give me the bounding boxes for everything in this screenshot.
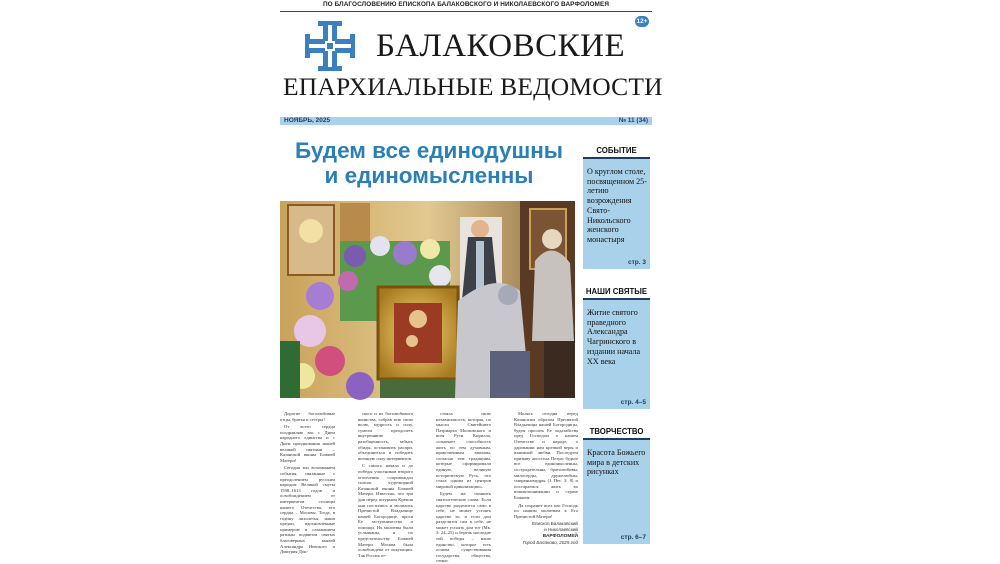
article-column-4 <box>514 411 578 544</box>
lead-headline-line1: Будем все единодушны <box>294 138 564 163</box>
issue-bar <box>280 117 652 125</box>
lead-article <box>280 411 578 564</box>
sidebar-teaser-event[interactable] <box>583 145 650 269</box>
cross-logo-icon <box>304 20 356 72</box>
teaser-page-ref: стр. 6–7 <box>620 534 646 541</box>
masthead-title-line1: БАЛАКОВСКИЕ <box>376 28 626 64</box>
teaser-page-ref: стр. 4–5 <box>620 399 646 406</box>
article-paragraph: ского и их боголюбивого воинства, собрав всю свою волю, мудрость и силу, сумели преодолеть внутреннюю разобщенность, забыть обиды, остановить распри, объединиться и победить военную силу интервентов. <box>358 411 413 461</box>
article-column-1 <box>280 411 335 555</box>
teaser-heading: СОБЫТИЕ <box>583 145 650 159</box>
newspaper-page <box>280 0 663 564</box>
lead-headline-line2: и единомысленны <box>324 163 534 188</box>
article-paragraph: Молясь сегодня перед Казанским образом Пресвятой Владычицы нашей Богородицы, будем просить Ее ходатайства пред Господом о нашем Отечестве и народе, о даровании нам крепкой веры и взаимной любви. Последуем призыву апостола Петра: будьте все единомысленны, сострадательны, братолюбивы, милосерды, дружелюбны, смиренномудры (1 Пет. 3: 8) и постараемся жить во взаимопонимании и страхе Божием. <box>514 411 578 500</box>
article-column-2 <box>358 411 413 558</box>
article-paragraph: стояла свою независимость, которая, по мысли Святейшего Патриарха Московского и всея Руси Кирилла, «означает способность жить по тем духовным, нравственным законам, согласно тем традициям, которые сформировали единую, великую историческую Русь, что стала одним из центров мировой цивилизации». <box>436 411 491 489</box>
lead-headline <box>280 138 578 188</box>
signature-title-1: Епископ Балаковский <box>531 521 578 527</box>
teaser-page-ref: стр. 3 <box>628 259 646 266</box>
article-paragraph: Да сохранит всех нас Господь по нашим молитвам к Его Пречистой Матери! <box>514 502 578 519</box>
lead-photo <box>280 201 575 398</box>
article-paragraph: С самого начала и до победы участников второго ополчения сопровождал список чудотворной Казанской иконы Божией Матери. Известно, что три дня перед штурмом Кремля они постились и молились Пречистой Владычице нашей Богородице, прося Ее заступничества и помощи. Их молитвы были услышаны, и по предстательству Божией Матери Москва была освобождена от оккупации. Так Россия от- <box>358 463 413 558</box>
article-paragraph: Дорогие боголюбивые отцы, братья и сестры! <box>280 411 335 422</box>
teaser-heading: НАШИ СВЯТЫЕ <box>583 286 650 300</box>
teaser-text: О круглом столе, посвященном 25-летию возрождения Свято-Никольского женского монастыря <box>587 167 647 244</box>
teaser-text: Красота Божьего мира в детских рисунках <box>587 448 646 477</box>
article-paragraph: От всего сердца поздравляю вас с Днем народного единства и с Днем празднования нашей великой святыни – Казанской иконы Божией Матери! <box>280 424 335 463</box>
blessing-line: ПО БЛАГОСЛОВЕНИЮ ЕПИСКОПА БАЛАКОВСКОГО И НИКОЛАЕВСКОГО ВАРФОЛОМЕЯ <box>322 1 610 8</box>
age-rating-badge: 12+ <box>636 18 648 25</box>
teaser-heading: ТВОРЧЕСТВО <box>583 426 650 440</box>
article-paragraph: Будем же помнить святоотеческие слова: Если царство разделится само в себе, не может устоять царство то; и если дом разделится сам в себе, не может устоять дом тот (Мк. 3: 24–25) и беречь наследие той победы – наше единство, которое есть основа существования государства, общества, семьи. <box>436 491 491 564</box>
sidebar-teaser-creativity[interactable] <box>583 426 650 544</box>
signature-name-text: ВАРФОЛОМЕЙ <box>542 533 578 539</box>
issue-date: НОЯБРЬ, 2025 <box>284 117 331 124</box>
sidebar-teaser-saints[interactable] <box>583 286 650 409</box>
signature-title-2: и Николаевский <box>544 527 578 533</box>
signature-name <box>514 533 578 540</box>
article-paragraph: Сегодня мы вспоминаем события, связанные с преодолением русским народом Великой смуты 1598–1613 годов и освобождением от интервентов столицы нашего Отечества, его сердца – Москвы. Тогда, в годину лихолетья, наши предки, вдохновленные примером и слышанием ратным подвигом святых благоверных князей Александра Невского и Дмитрия Дон- <box>280 465 335 555</box>
masthead-title-line2: ЕПАРХИАЛЬНЫЕ ВЕДОМОСТИ <box>283 72 663 101</box>
teaser-text: Житие святого праведного Александра Чагринского в издании начала XX века <box>587 308 641 366</box>
signature <box>514 521 578 545</box>
issue-number: № 11 (34) <box>618 117 648 124</box>
top-rule <box>280 11 652 12</box>
signature-place: Город Балаково, 2025 год <box>522 539 578 545</box>
article-column-3 <box>436 411 491 564</box>
